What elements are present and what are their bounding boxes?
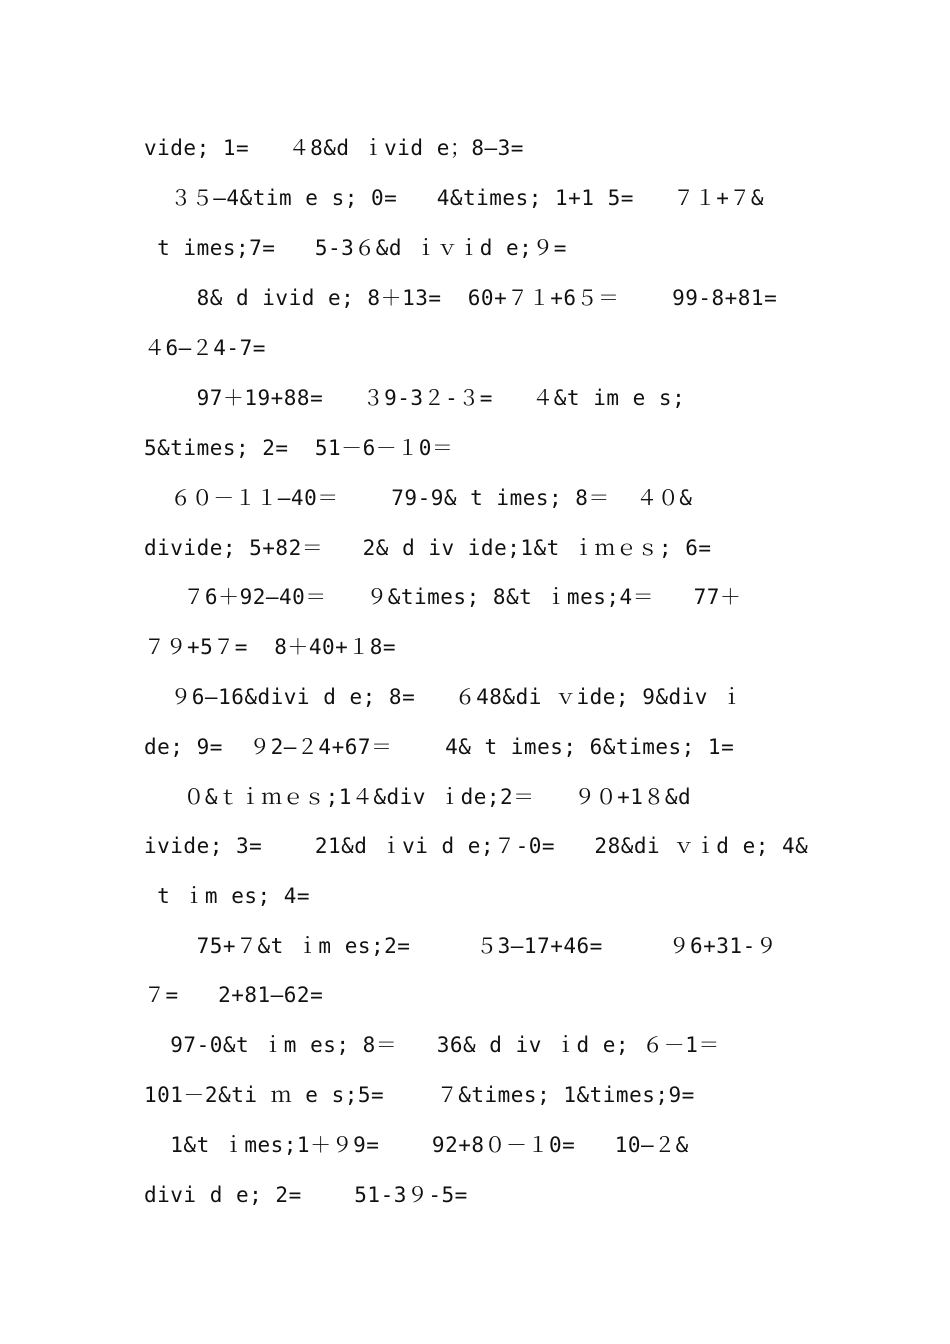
text-line-15: ivide; 3= 21&d ｉvi d e;７-0= 28&di ｖｉd e; 4& <box>144 834 809 858</box>
text-line-17: 75+７&t ｉm es;2= ５3—17+46= ９6+31-９ <box>144 934 778 958</box>
text-line-16: t ｉm es; 4= <box>144 884 311 908</box>
text-line-6: 97＋19+88= ３9-3２-３= ４&t im e s; <box>144 386 686 410</box>
text-line-13: de; 9= ９2—２4+67＝ 4& t imes; 6&times; 1= <box>144 735 735 759</box>
text-line-1: vide; 1= ４8&d ｉvid e；8—3= <box>144 136 524 160</box>
text-line-10: ７6＋92—40＝ ９&times; 8&t ｉmes;4＝ 77＋ <box>144 585 742 609</box>
text-line-8: ６０－１１—40＝ 79-9& t imes; 8＝ ４０& <box>144 486 693 510</box>
text-line-9: divide; 5+82＝ 2& d iv ide;1&t ｉｍｅｓ; 6= <box>144 536 712 560</box>
text-line-22: divi d e; 2= 51-3９-5= <box>144 1183 468 1207</box>
text-line-4: 8& d ivid e; 8＋13= 60+７１+6５＝ 99-8+81= <box>144 286 778 310</box>
text-line-19: 97-0&t ｉm es; 8＝ 36& d iv ｉd e; ６－1＝ <box>144 1033 720 1057</box>
text-line-7: 5&times; 2= 51－6－１0＝ <box>144 436 454 460</box>
text-line-21: 1&t ｉmes;1＋９9= 92+8０－１0= 10—２& <box>144 1133 689 1157</box>
text-line-18: ７= 2+81—62= <box>144 983 324 1007</box>
text-line-3: t imes;7= 5-3６&d ｉｖｉd e;９= <box>144 236 567 260</box>
text-line-11: ７９+5７= 8＋40+１8= <box>144 635 397 659</box>
text-line-14: ０&ｔｉｍｅｓ;1４&div ｉde;2＝ ９０+1８&d <box>144 785 692 809</box>
text-line-20: 101－2&ti ｍ e s;5= ７&times; 1&times;9= <box>144 1083 695 1107</box>
text-line-2: ３５—4&tim e s; 0= 4&times; 1+1 5= ７１+７& <box>144 186 765 210</box>
text-line-5: ４6—２4-7= <box>144 336 266 360</box>
text-line-12: ９6—16&divi d e; 8= ６48&di ｖide; 9&div ｉ <box>144 685 743 709</box>
